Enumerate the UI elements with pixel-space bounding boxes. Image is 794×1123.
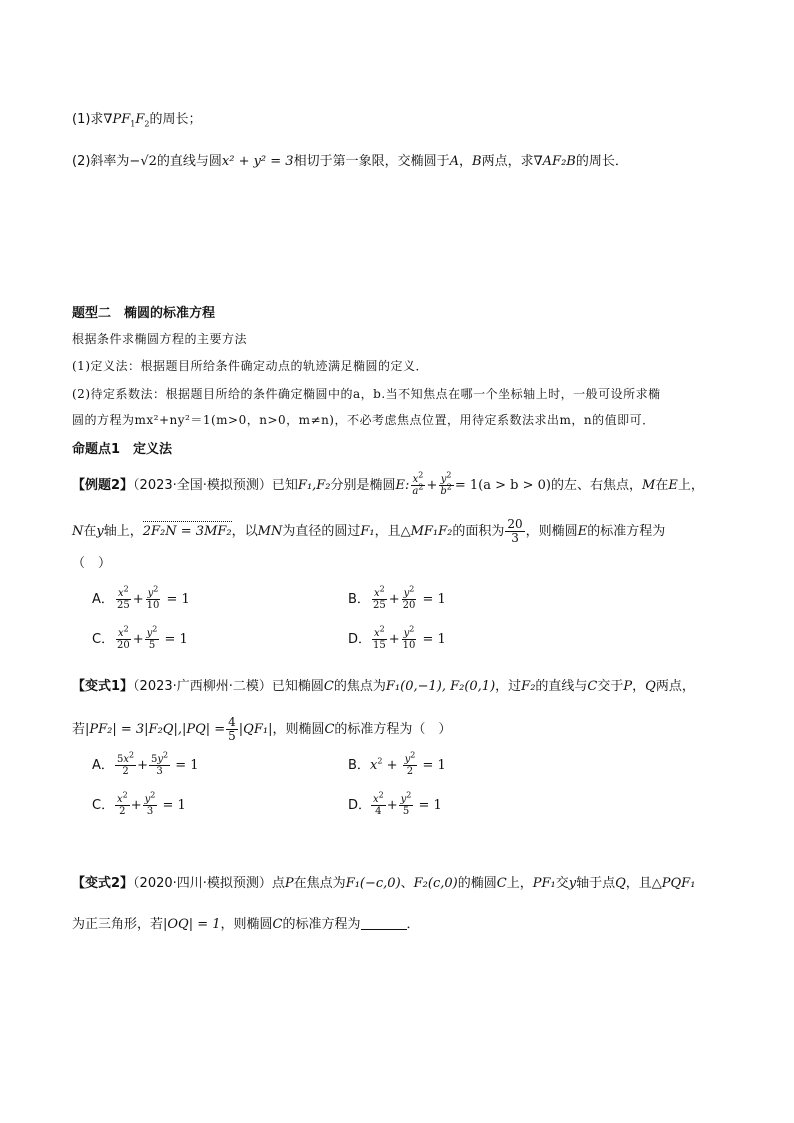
v2-q: Q xyxy=(615,876,626,891)
ex2-e: E xyxy=(668,478,678,493)
section-title: 题型二 椭圆的标准方程 xyxy=(72,306,216,321)
v2-f2: F₂(c,0) xyxy=(413,876,458,891)
subtitle-definition-method: 命题点1 定义法 xyxy=(72,442,173,457)
v1-option-a-letter: A． xyxy=(92,758,114,773)
ex2-option-b: B． $\frac{x^2}{25}$ + $\frac{y^2}{20}$ = 1 xyxy=(348,584,446,611)
ex2-area-den: 3 xyxy=(511,531,519,545)
v1-option-a: A． $\frac{5x^2}{2}$ + $\frac{5y^2}{3}$ = 1 xyxy=(92,750,199,777)
v2-text3: 的椭圆 xyxy=(457,876,497,891)
question-1 xyxy=(72,108,202,127)
q1-prefix: (1)求 xyxy=(72,112,104,127)
ex2-frac-y: $\frac{y^2}{b^2}$ xyxy=(440,470,452,497)
ex2-area-fraction xyxy=(505,518,524,545)
q1-point-pf: PF xyxy=(112,112,131,127)
variant-1-line-2 xyxy=(72,716,451,743)
ex2-option-a-frac-x: $\frac{x^2}{25}$ xyxy=(117,584,130,611)
ex2-y-axis: y xyxy=(96,524,104,539)
ex2-l2-t1: 在 xyxy=(83,524,97,539)
q2-circle-equation: x² + y² = 3 xyxy=(221,154,294,169)
example-2-line-1: 【例题2】（2023·全国·模拟预测）已知F₁,F₂分别是椭圆E: $\frac{x^2}{a^2}$ + $\frac{y^2}{b^2}$ = 1(a > b > 0)的左、右焦点，M在E上， xyxy=(72,470,704,497)
v2-triangle: △PQF₁ xyxy=(651,876,696,891)
ex2-f1: F₁ xyxy=(360,524,375,539)
method-2-line-2: 圆的方程为mx²+ny²＝1(m>0，n>0，m≠n)，不必考虑焦点位置，用待定系数法求出m，n的值即可． xyxy=(72,413,655,427)
v1-condition-2: |QF₁| xyxy=(238,722,273,737)
v1-option-d: D． $\frac{x^2}{4}$ + $\frac{y^2}{5}$ = 1 xyxy=(348,790,442,817)
v2-answer-blank[interactable] xyxy=(361,917,407,930)
ex2-area-num: 20 xyxy=(507,517,523,531)
ex2-l2-t8: 的标准方程为 xyxy=(587,524,666,539)
v2-text1: 点 xyxy=(271,876,285,891)
q2-prefix: (2)斜率为 xyxy=(72,154,130,169)
v1-option-c: C． $\frac{x^2}{2}$ + $\frac{y^2}{3}$ = 1 xyxy=(92,790,186,817)
ex2-option-c-letter: C． xyxy=(92,632,115,647)
ex2-option-c-d2: 5 xyxy=(148,640,156,651)
v1-c-3: C xyxy=(324,722,335,737)
q1-triangle-symbol: ∇ xyxy=(103,112,113,127)
method-1: (1)定义法：根据题目所给条件确定动点的轨迹满足椭圆的定义． xyxy=(72,359,429,373)
ex2-option-a-frac-y: $\frac{y^2}{10}$ xyxy=(146,584,160,611)
v2-l2-t3: 的标准方程为 xyxy=(282,917,361,932)
ex2-option-b-letter: B． xyxy=(348,592,370,607)
method-2-line-1: (2)待定系数法：根据题目所给的条件确定椭圆中的a，b.当不知焦点在哪一个坐标轴上时，一般可设所求椭 xyxy=(72,387,661,401)
ex2-option-b-frac-x: $\frac{x^2}{25}$ xyxy=(373,584,386,611)
example-2-answer-paren: （ ） xyxy=(72,556,112,571)
v2-end: ． xyxy=(406,917,420,932)
variant-1-line-1: 【变式1】（2023·广西柳州·二模）已知椭圆C的焦点为F₁(0,−1), F₂(0,1)，过F₂的直线与C交于P，Q两点， xyxy=(72,679,695,694)
v2-sep: 、 xyxy=(400,876,414,891)
ex2-option-b-d1: 25 xyxy=(373,600,386,611)
variant-2-line-2 xyxy=(72,913,420,932)
v1-condition-1: |PF₂| = 3|F₂Q|,|PQ| = xyxy=(85,722,226,737)
q2-text-a: 的直线与圆 xyxy=(156,154,222,169)
example-2-tag: 【例题2】 xyxy=(72,478,134,493)
v1-option-b-letter: B． xyxy=(348,758,370,773)
q1-suffix: 的周长； xyxy=(149,112,202,127)
v2-l2-t2: ，则椭圆 xyxy=(220,917,273,932)
v2-text5: 交 xyxy=(555,876,569,891)
v1-text4: 的直线与 xyxy=(535,679,588,694)
ex2-option-c-d1: 20 xyxy=(117,640,130,651)
q2-slope: −√2 xyxy=(129,154,157,169)
v2-text2: 在焦点为 xyxy=(293,876,346,891)
v2-text4: 上， xyxy=(506,876,533,891)
v1-q: Q xyxy=(645,679,656,694)
q1-point-f: F xyxy=(135,112,145,127)
v2-l2-t1: 为正三角形，若 xyxy=(72,917,164,932)
variant-1-tag: 【变式1】 xyxy=(72,679,134,694)
v2-c: C xyxy=(496,876,507,891)
question-2 xyxy=(72,150,628,169)
ex2-l2-t3: ，以 xyxy=(231,524,258,539)
v1-text2: 的焦点为 xyxy=(333,679,386,694)
v1-foci: F₁(0,−1), F₂(0,1) xyxy=(385,679,496,694)
ex2-e-2: E xyxy=(577,524,588,539)
v2-y: y xyxy=(568,876,577,891)
ex2-condition: = 1(a > b > 0) xyxy=(454,478,551,493)
ex2-text3: 的左、右焦点， xyxy=(551,478,643,493)
ex2-option-d-letter: D． xyxy=(348,632,372,647)
v1-c-2: C xyxy=(587,679,598,694)
v2-pf1: PF₁ xyxy=(532,876,556,891)
ex2-option-a-letter: A． xyxy=(92,592,114,607)
ex2-point-n: N xyxy=(72,524,84,539)
v2-c-2: C xyxy=(272,917,283,932)
v2-f1: F₁(−c,0) xyxy=(345,876,401,891)
variant-2-source: （2020·四川·模拟预测） xyxy=(133,876,272,891)
v1-l2-t1: 若 xyxy=(72,722,86,737)
example-2-source: （2023·全国·模拟预测） xyxy=(133,478,272,493)
v1-text6: 两点， xyxy=(655,679,695,694)
q2-text-c: 两点，求 xyxy=(481,154,534,169)
v1-f2: F₂ xyxy=(521,679,536,694)
ex2-text5: 上， xyxy=(677,478,704,493)
v1-frac-num: 4 xyxy=(228,715,236,729)
ex2-option-d-d1: 15 xyxy=(373,640,386,651)
ex2-mn: MN xyxy=(257,524,283,539)
q2-triangle: ∇AF₂B xyxy=(533,154,576,169)
ex2-l2-t2: 轴上， xyxy=(103,524,143,539)
q2-text-b: 相切于第一象限，交椭圆于 xyxy=(293,154,450,169)
q2-comma: ， xyxy=(458,154,472,169)
ex2-option-c: C． $\frac{x^2}{20}$ + $\frac{y^2}{5}$ = 1 xyxy=(92,624,188,651)
v1-fraction xyxy=(226,716,238,743)
v1-p: P xyxy=(623,679,633,694)
ex2-option-c-frac-y: $\frac{y^2}{5}$ xyxy=(146,624,158,651)
v1-frac-den: 5 xyxy=(228,729,236,743)
ex2-option-c-frac-x: $\frac{x^2}{20}$ xyxy=(117,624,130,651)
variant-2-line-1 xyxy=(72,872,695,891)
v1-option-b: B．$x^2$ + $\frac{y^2}{2}$ = 1 xyxy=(348,750,446,777)
v1-option-c-letter: C． xyxy=(92,798,115,813)
ex2-text4: 在 xyxy=(655,478,669,493)
ex2-option-b-d2: 20 xyxy=(402,600,416,611)
method-title: 根据条件求椭圆方程的主要方法 xyxy=(72,332,248,346)
v2-oq: |OQ| = 1 xyxy=(163,917,221,932)
v1-c: C xyxy=(323,679,334,694)
ex2-option-b-frac-y: $\frac{y^2}{20}$ xyxy=(402,584,416,611)
ex2-option-a-d2: 10 xyxy=(146,600,160,611)
q1-sub1: 1 xyxy=(130,119,136,129)
v2-text7: ，且 xyxy=(625,876,652,891)
ex2-l2-t4: 为直径的圆过 xyxy=(282,524,361,539)
ex2-option-d-d2: 10 xyxy=(402,640,416,651)
variant-2-tag: 【变式2】 xyxy=(72,876,134,891)
q2-point-b: B xyxy=(472,154,482,169)
ex2-l2-t6: 的面积为 xyxy=(452,524,505,539)
ex2-vector-equation: 2F₂N = 3MF₂ xyxy=(142,524,232,539)
q2-suffix: 的周长． xyxy=(575,154,628,169)
ex2-point-m: M xyxy=(642,478,656,493)
variant-1-source: （2023·广西柳州·二模） xyxy=(133,679,272,694)
ex2-text2: 分别是椭圆 xyxy=(330,478,396,493)
v1-text3: ，过 xyxy=(495,679,522,694)
v1-text5: 交于 xyxy=(597,679,624,694)
ex2-l2-t5: ，且 xyxy=(374,524,401,539)
ex2-l2-t7: ，则椭圆 xyxy=(525,524,578,539)
ex2-option-d-frac-x: $\frac{x^2}{15}$ xyxy=(373,624,386,651)
ex2-option-d-frac-y: $\frac{y^2}{10}$ xyxy=(402,624,416,651)
ex2-option-a-d1: 25 xyxy=(117,600,130,611)
q1-sub2: 2 xyxy=(144,119,150,129)
q2-point-a: A xyxy=(449,154,459,169)
ex2-foci: F₁,F₂ xyxy=(297,478,331,493)
ex2-option-a: A． $\frac{x^2}{25}$ + $\frac{y^2}{10}$ = 1 xyxy=(92,584,190,611)
v1-l2-t2: ，则椭圆 xyxy=(272,722,325,737)
v2-p: P xyxy=(284,876,294,891)
ex2-triangle: △MF₁F₂ xyxy=(400,524,453,539)
example-2-line-2 xyxy=(72,518,665,545)
v1-option-d-letter: D． xyxy=(348,798,372,813)
ex2-option-d: D． $\frac{x^2}{15}$ + $\frac{y^2}{10}$ = 1 xyxy=(348,624,446,651)
v1-l2-t3: 的标准方程为（ ） xyxy=(334,722,452,737)
ex2-frac-x: $\frac{x^2}{a^2}$ xyxy=(412,470,424,497)
ex2-ellipse-name: E: xyxy=(395,478,410,493)
v2-text6: 轴于点 xyxy=(576,876,616,891)
ex2-text1: 已知 xyxy=(271,478,298,493)
v1-text1: 已知椭圆 xyxy=(271,679,324,694)
